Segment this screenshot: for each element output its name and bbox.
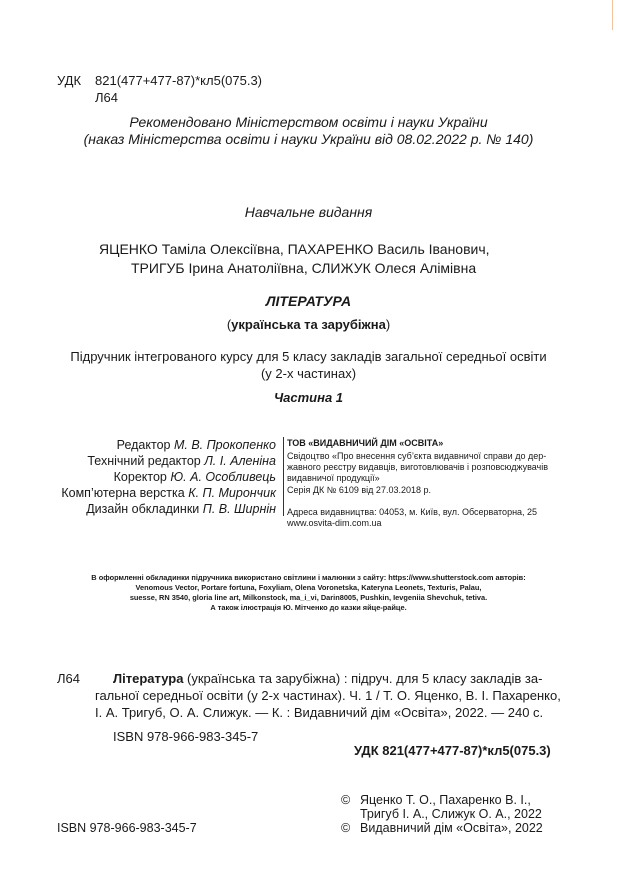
credit-role: Коректор [113,470,167,484]
credit-role: Технічний редактор [87,454,201,468]
book-title: ЛІТЕРАТУРА [265,293,352,309]
catalog-line-1 [113,670,542,687]
udk-code: 821(477+477-87)*кл5(075.3) [95,73,263,88]
subtitle-text: українська та зарубіжна [231,317,386,332]
copyright-authors-line-2: Тригуб І. А., Слижук О. А., 2022 [360,807,542,821]
credits-divider [283,437,284,516]
credit-person: П. В. Ширнін [202,502,276,516]
image-credits-line-3: suesse, RN 3540, gloria line art, Milkonstock, ma_i_vi, Darin8005, Pushkin, Ievgeniia Shevchuk, tetiva. [129,593,488,602]
publisher-cert-line-2: жавного реєстру видавців, виготовлювачів і розповсюджувачів [287,462,549,472]
description-line-2: (у 2-х частинах) [260,366,357,381]
credit-cover-design [0,501,276,517]
image-credits-line-4: А також ілюстрація Ю. Мітченко до казки яйце-райце. [210,603,407,612]
udk-label: УДК [57,73,82,88]
publisher-address: Адреса видавництва: 04053, м. Київ, вул. Обсерваторна, 25 [287,507,538,517]
credit-person: К. П. Мирончик [188,486,276,500]
catalog-line-2: гальної середньої освіти (у 2-х частинах). Ч. 1 / Т. О. Яценко, В. І. Пахаренко, [95,688,561,703]
image-credits-line-1: В оформленні обкладинки підручника використано світлини і малюнки з сайту: https://www.shutterstock.com авторів: [91,573,526,582]
recommendation-line-1: Рекомендовано Міністерством освіти і науки України [129,114,488,130]
publisher-series: Серія ДК № 6109 від 27.03.2018 р. [287,485,431,495]
copyright-symbol: © [341,821,351,835]
credit-role: Редактор [116,438,171,452]
catalog-title: Література [113,671,184,686]
publisher-name: ТОВ «ВИДАВНИЧИЙ ДІМ «ОСВІТА» [287,438,444,448]
credit-editor [0,437,276,453]
catalog-isbn: ISBN 978-966-983-345-7 [113,729,259,744]
subtitle-paren-close: ) [385,317,391,332]
image-credits-line-2: Venomous Vector, Portare fortuna, Foxyliam, Olena Voronetska, Kateryna Leonets, Texturis, Palau, [135,583,482,592]
authors-line-1: ЯЦЕНКО Таміла Олексіївна, ПАХАРЕНКО Василь Іванович, [99,241,490,257]
publisher-cert-line-1: Свідоцтво «Про внесення суб’єкта видавничої справи до дер- [287,451,547,461]
subtitle-paren-open: ( [226,317,232,332]
part-label: Частина 1 [273,390,344,405]
recommendation-line-2: (наказ Міністерства освіти і науки України від 08.02.2022 р. № 140) [83,131,534,147]
credit-person: Ю. А. Особливець [170,470,276,484]
credit-role: Комп’ютерна верстка [61,486,185,500]
credit-person: Л. І. Аленіна [204,454,276,468]
credit-tech-editor [0,453,276,469]
copyright-symbol: © [341,793,351,807]
copyright-publisher: Видавничий дім «Освіта», 2022 [360,821,543,835]
catalog-udk: УДК 821(477+477-87)*кл5(075.3) [354,743,551,758]
authors-line-2: ТРИГУБ Ірина Анатоліївна, СЛИЖУК Олеся Алімівна [131,260,477,276]
publisher-cert-line-3: видавничої продукції» [287,473,380,483]
credit-person: М. В. Прокопенко [173,438,276,452]
catalog-line-1-rest: (українська та зарубіжна) : підруч. для 5 класу закладів за- [183,671,543,686]
book-subtitle [0,316,617,333]
description-line-1: Підручник інтегрованого курсу для 5 класу закладів загальної середньої освіти [70,349,547,364]
isbn-bottom: ISBN 978-966-983-345-7 [57,821,197,835]
credit-role: Дизайн обкладинки [86,502,200,516]
publisher-website: www.osvita-dim.com.ua [287,518,382,528]
copyright-authors-line-1: Яценко Т. О., Пахаренко В. І., [360,793,531,807]
catalog-index: Л64 [57,671,80,686]
udk-index: Л64 [95,90,118,105]
credit-layout [0,485,276,501]
page-corner-mark [612,0,613,30]
credit-proofreader [0,469,276,485]
edition-type: Навчальне видання [244,204,373,220]
catalog-line-3: І. А. Тригуб, О. А. Слижук. — К. : Видавничий дім «Освіта», 2022. — 240 с. [95,705,544,720]
